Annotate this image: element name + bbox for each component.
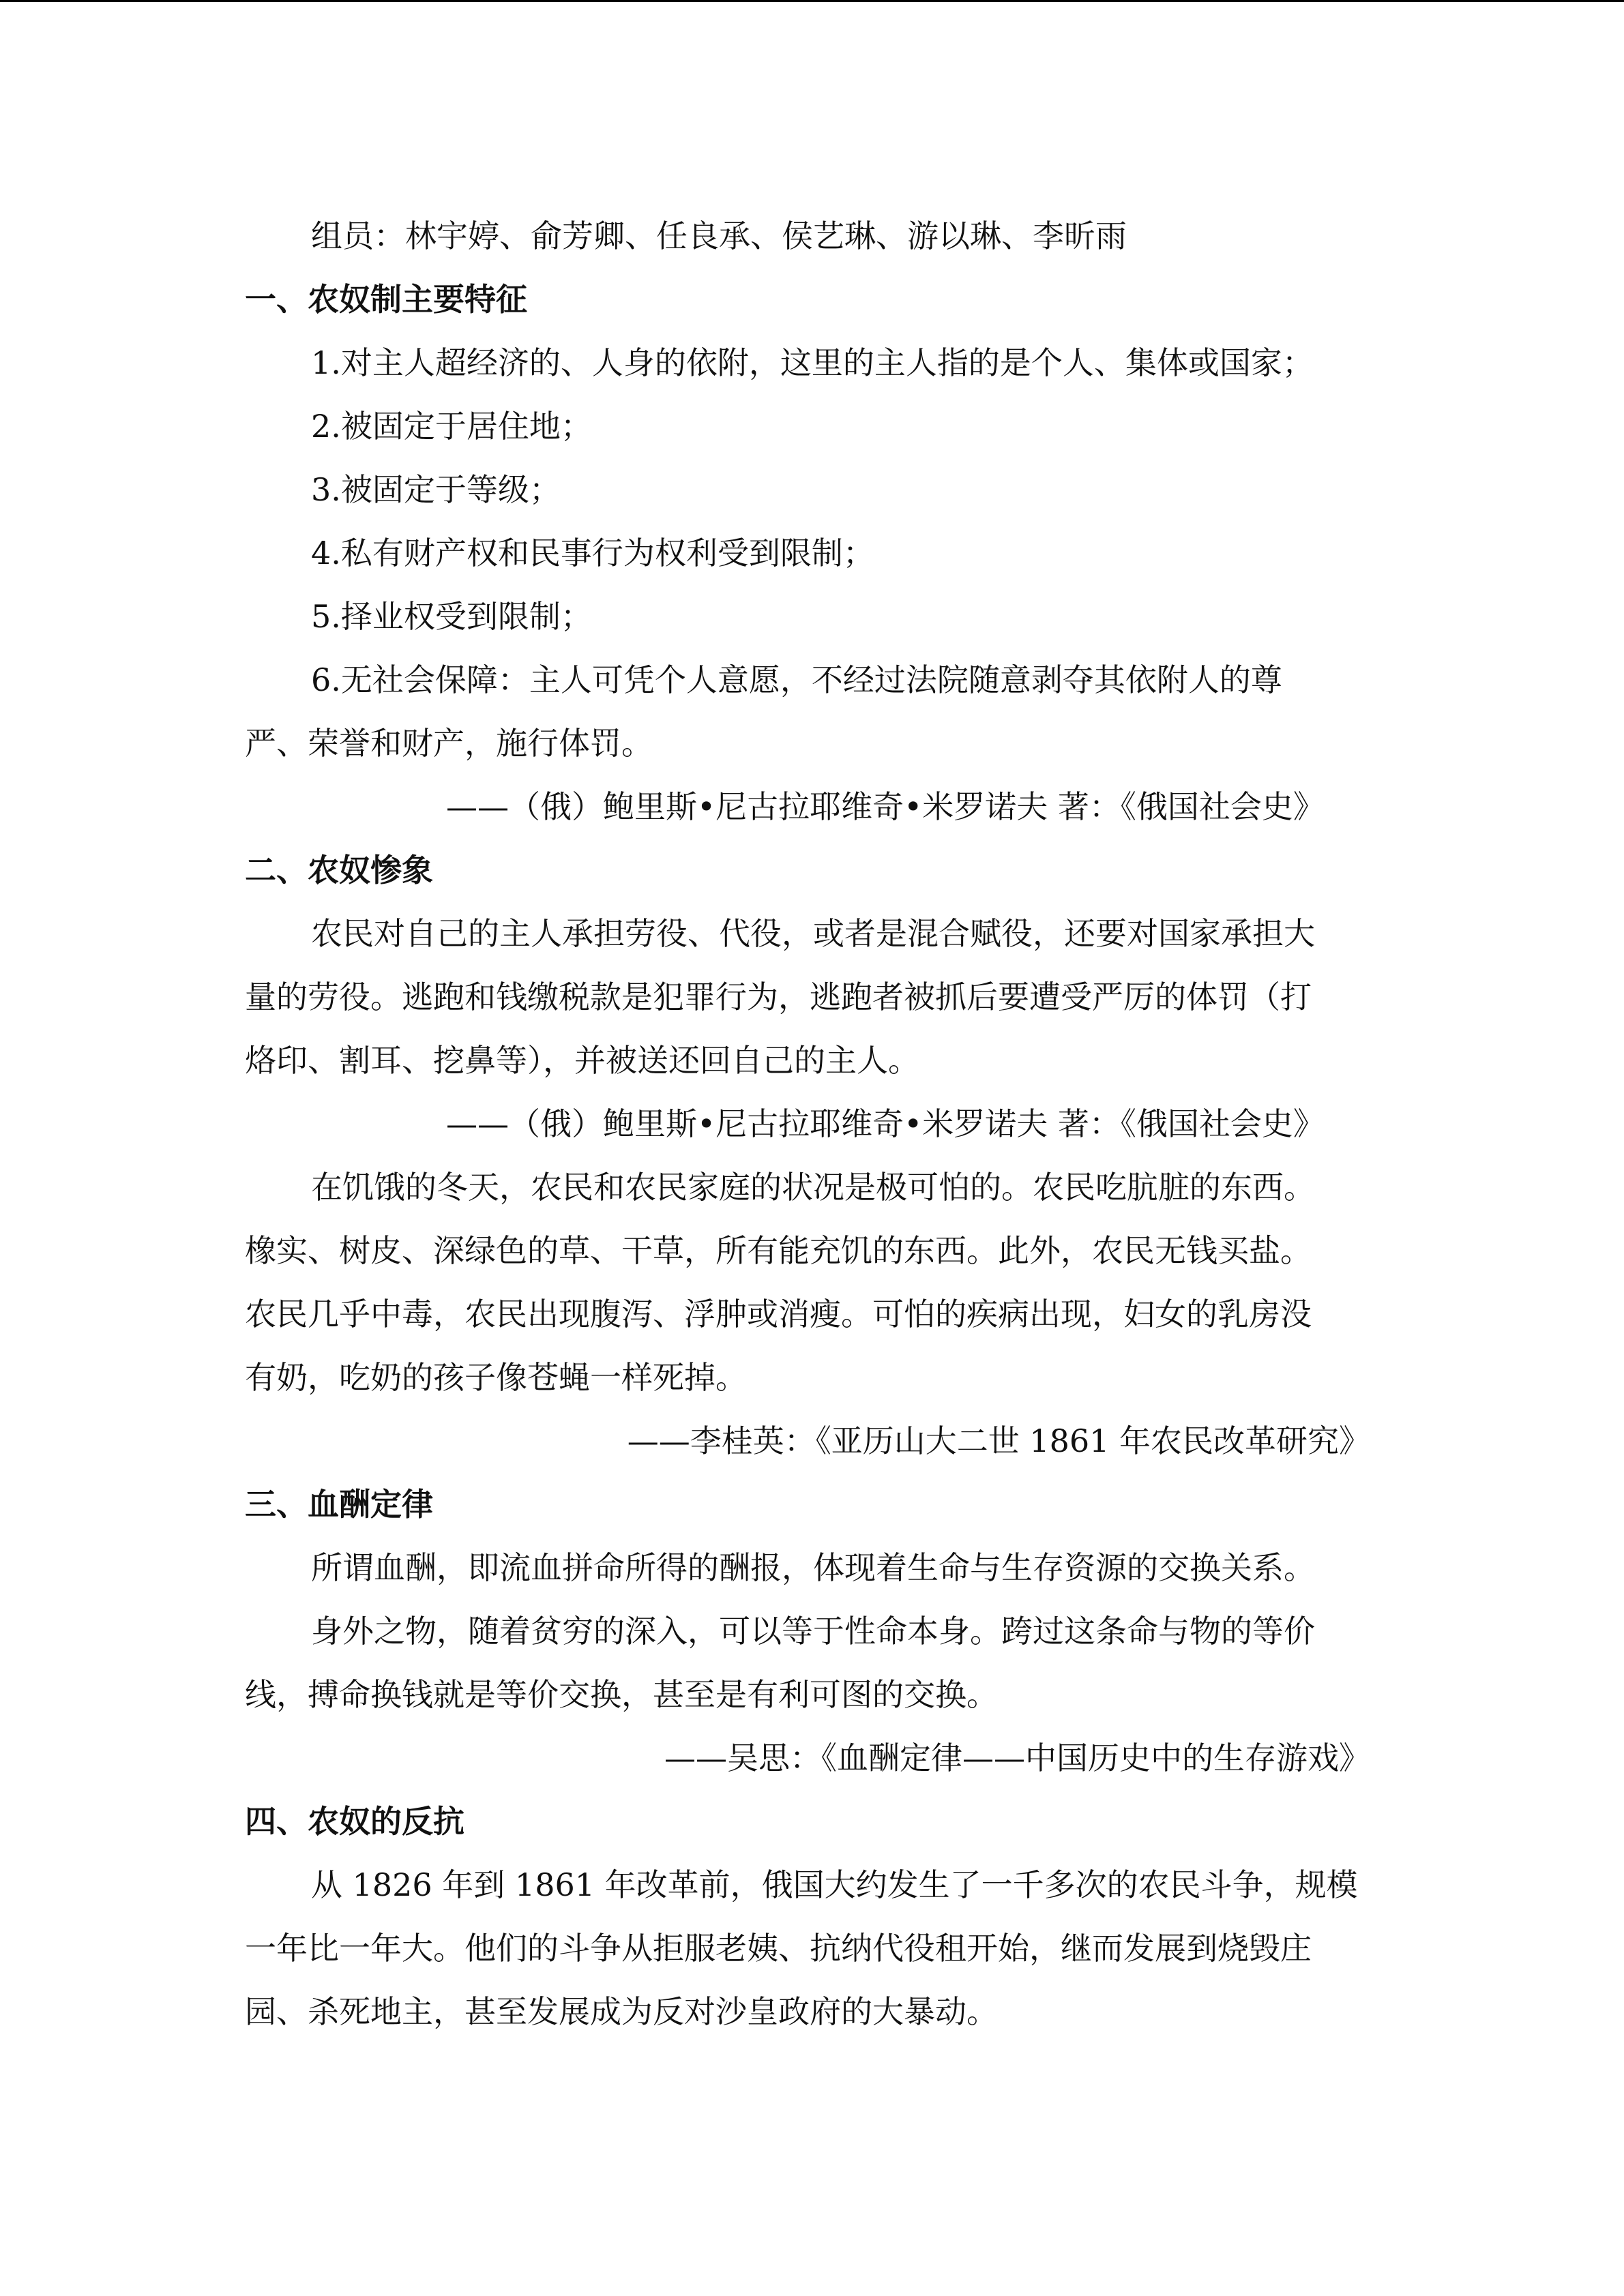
section3-heading: 三、血酬定律 <box>245 1486 433 1523</box>
section2-para2-line1: 在饥饿的冬天，农民和农民家庭的状况是极可怕的。农民吃肮脏的东西。 <box>311 1169 1315 1206</box>
section2-heading: 二、农奴惨象 <box>245 852 433 889</box>
section2-para2-line4: 有奶，吃奶的孩子像苍蝇一样死掉。 <box>245 1359 747 1396</box>
section1-item-4: 4.私有财产权和民事行为权利受到限制； <box>311 535 874 571</box>
section1-item-3: 3.被固定于等级； <box>311 471 561 508</box>
document-body <box>245 205 1370 2044</box>
section4-para-line1: 从 1826 年到 1861 年改革前，俄国大约发生了一千多次的农民斗争，规模 <box>311 1866 1358 1903</box>
section2-citation1: ——（俄）鲍里斯•尼古拉耶维奇•米罗诺夫 著：《俄国社会史》 <box>446 1105 1325 1142</box>
section1-citation: ——（俄）鲍里斯•尼古拉耶维奇•米罗诺夫 著：《俄国社会史》 <box>446 788 1325 825</box>
section2-para1-line1: 农民对自己的主人承担劳役、代役，或者是混合赋役，还要对国家承担大 <box>311 915 1315 952</box>
section1-item-1: 1.对主人超经济的、人身的依附，这里的主人指的是个人、集体或国家； <box>311 344 1314 381</box>
section2-para2-line3: 农民几乎中毒，农民出现腹泻、浮肿或消瘦。可怕的疾病出现，妇女的乳房没 <box>245 1296 1312 1332</box>
section2-para1-line2: 量的劳役。逃跑和钱缴税款是犯罪行为，逃跑者被抓后要遭受严厉的体罚（打 <box>245 979 1312 1015</box>
section2-para1-line3: 烙印、割耳、挖鼻等），并被送还回自己的主人。 <box>245 1042 919 1079</box>
section4-para-line3: 园、杀死地主，甚至发展成为反对沙皇政府的大暴动。 <box>245 1993 998 2030</box>
section1-item-6-continued: 严、荣誉和财产，施行体罚。 <box>245 725 653 762</box>
section3-para1: 所谓血酬，即流血拼命所得的酬报，体现着生命与生存资源的交换关系。 <box>311 1549 1315 1586</box>
section1-heading: 一、农奴制主要特征 <box>245 281 527 318</box>
top-border-line <box>0 0 1624 2</box>
section3-para2-line1: 身外之物，随着贫穷的深入，可以等于性命本身。跨过这条命与物的等价 <box>311 1613 1315 1650</box>
section4-para-line2: 一年比一年大。他们的斗争从拒服老姨、抗纳代役租开始，继而发展到烧毁庄 <box>245 1930 1312 1967</box>
section4-heading: 四、农奴的反抗 <box>245 1803 464 1840</box>
section1-item-6: 6.无社会保障：主人可凭个人意愿，不经过法院随意剥夺其依附人的尊 <box>311 661 1282 698</box>
members-line: 组员：林宇婷、俞芳卿、任良承、侯艺琳、游以琳、李昕雨 <box>311 218 1127 254</box>
section2-citation2: ——李桂英：《亚历山大二世 1861 年农民改革研究》 <box>627 1422 1370 1459</box>
section1-item-2: 2.被固定于居住地； <box>311 408 592 445</box>
section3-citation: ——吴思：《血酬定律——中国历史中的生存游戏》 <box>664 1740 1370 1776</box>
section3-para2-line2: 线，搏命换钱就是等价交换，甚至是有利可图的交换。 <box>245 1676 998 1713</box>
section1-item-5: 5.择业权受到限制； <box>311 598 592 635</box>
section2-para2-line2: 橡实、树皮、深绿色的草、干草，所有能充饥的东西。此外，农民无钱买盐。 <box>245 1232 1312 1269</box>
